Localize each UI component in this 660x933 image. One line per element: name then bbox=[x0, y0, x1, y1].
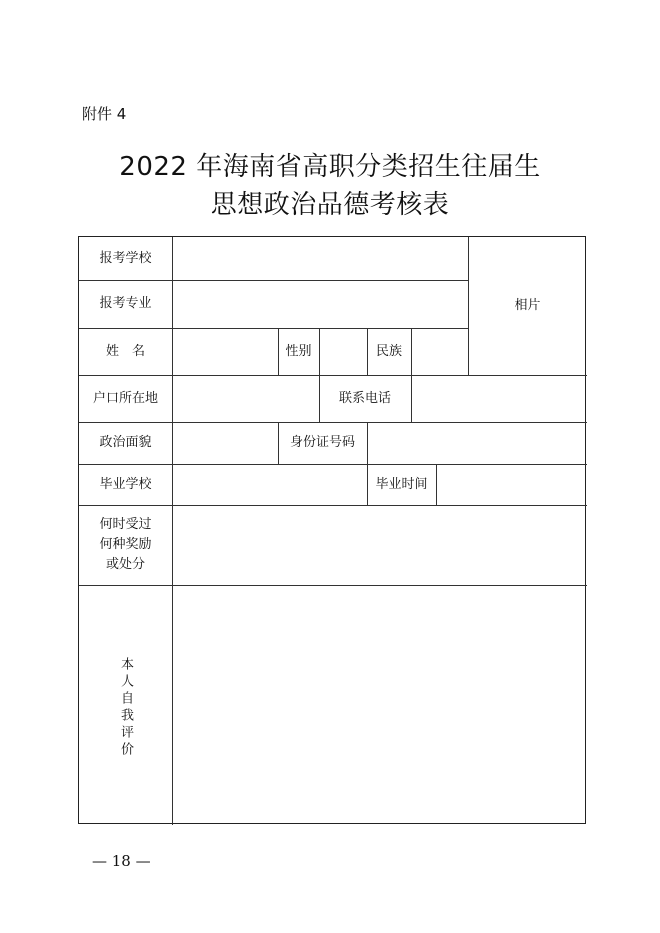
ethnicity-label: 民族 bbox=[375, 343, 402, 359]
phone-label: 联系电话 bbox=[338, 390, 391, 406]
hukou-label: 户口所在地 bbox=[92, 390, 158, 406]
phone-field[interactable] bbox=[412, 376, 586, 421]
self-evaluation-field[interactable] bbox=[173, 586, 586, 823]
hukou-field[interactable] bbox=[173, 376, 318, 421]
awards-label-line1: 何时受过 bbox=[99, 517, 152, 532]
political-field[interactable] bbox=[173, 423, 277, 463]
name-field[interactable] bbox=[173, 329, 277, 374]
evaluation-form-table bbox=[78, 236, 586, 824]
awards-label-line3: 或处分 bbox=[105, 557, 145, 572]
apply-school-field[interactable] bbox=[173, 238, 467, 279]
attachment-label: 附件 4 bbox=[82, 105, 127, 123]
awards-field[interactable] bbox=[173, 506, 586, 584]
grad-time-label: 毕业时间 bbox=[375, 476, 428, 492]
id-number-field[interactable] bbox=[368, 423, 586, 463]
gender-label: 性别 bbox=[285, 343, 312, 359]
grad-time-field[interactable] bbox=[437, 465, 586, 504]
ethnicity-field[interactable] bbox=[412, 329, 467, 374]
apply-school-label: 报考学校 bbox=[99, 250, 152, 266]
apply-major-field[interactable] bbox=[173, 281, 467, 327]
gender-field[interactable] bbox=[320, 329, 366, 374]
form-title-line2: 思想政治品德考核表 bbox=[210, 190, 450, 220]
id-number-label: 身份证号码 bbox=[289, 435, 355, 450]
awards-label bbox=[79, 505, 172, 585]
grad-school-field[interactable] bbox=[173, 465, 366, 504]
grad-school-label: 毕业学校 bbox=[99, 476, 152, 492]
apply-major-label: 报考专业 bbox=[99, 296, 152, 311]
name-label: 姓 名 bbox=[105, 343, 145, 359]
page-number: — 18 — bbox=[92, 852, 151, 870]
awards-label-line2: 何种奖励 bbox=[99, 537, 152, 552]
photo-label: 相片 bbox=[514, 298, 541, 313]
self-evaluation-label: 本人自我评价 bbox=[118, 657, 133, 759]
political-label: 政治面貌 bbox=[99, 435, 152, 450]
form-title-line1: 2022 年海南省高职分类招生往届生 bbox=[119, 152, 541, 182]
